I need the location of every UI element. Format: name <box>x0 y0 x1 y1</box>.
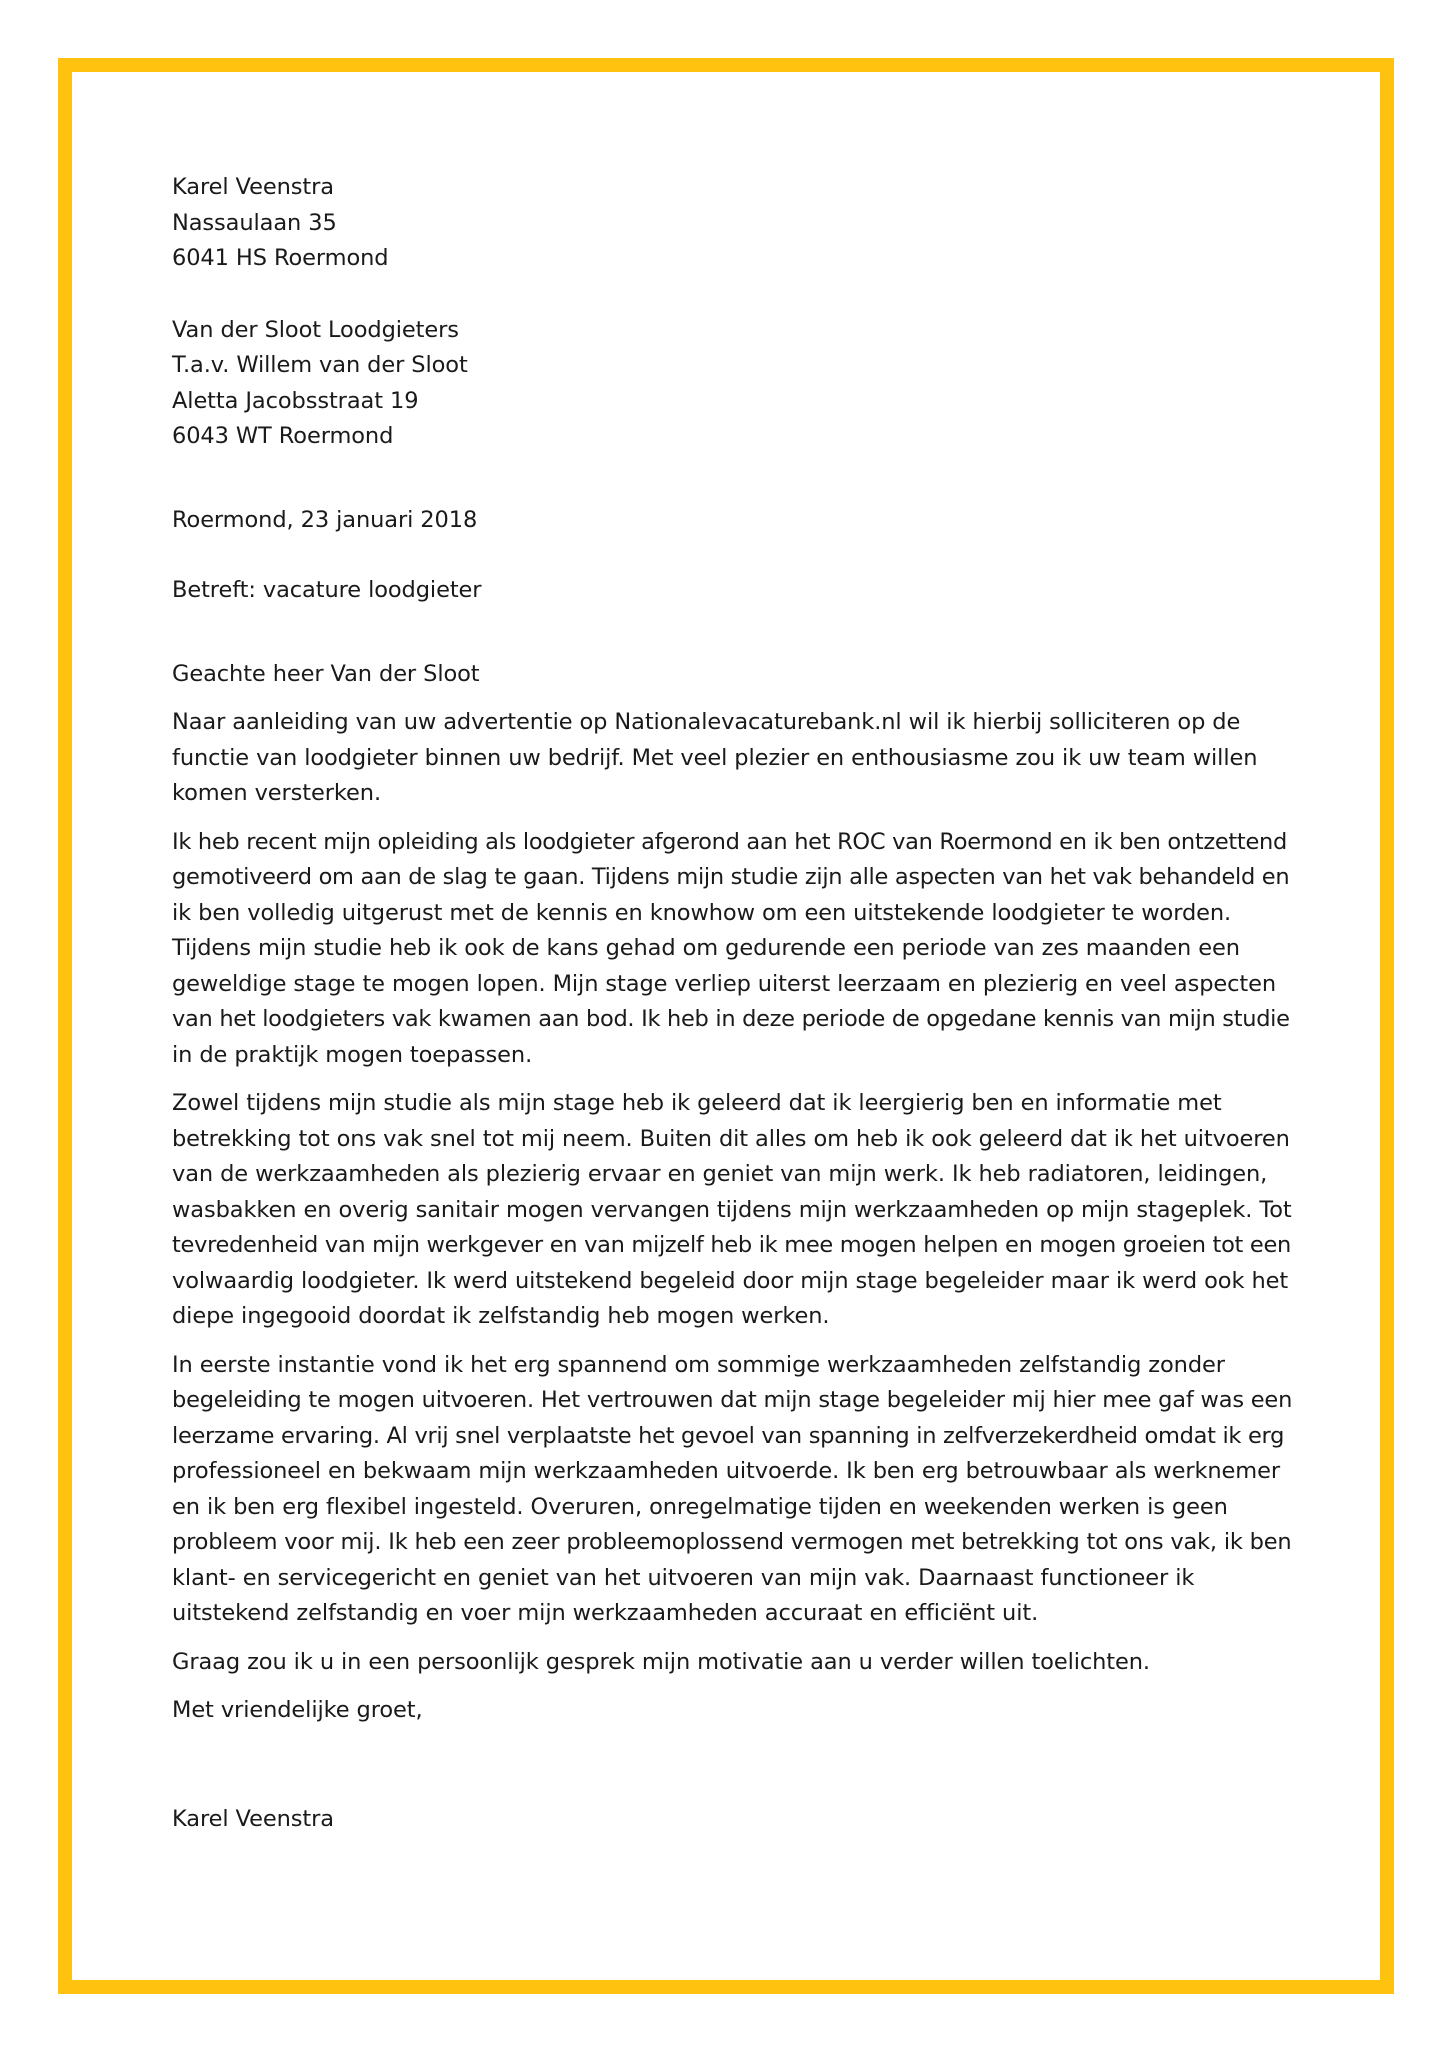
body-paragraph-5 <box>172 1645 1292 1681</box>
recipient-company: Van der Sloot Loodgieters <box>172 316 459 343</box>
salutation-line: Geachte heer Van der Sloot <box>172 660 480 687</box>
body-line: leerzame ervaring. Al vrij snel verplaatste het gevoel van spanning in zelfverzekerdheid omdat ik erg <box>172 1422 1285 1449</box>
sender-address <box>172 170 1292 277</box>
body-line: Graag zou ik u in een persoonlijk gesprek mijn motivatie aan u verder willen toelichten. <box>172 1648 1150 1675</box>
body-line: en ik ben erg flexibel ingesteld. Overuren, onregelmatige tijden en weekenden werken is geen <box>172 1493 1228 1520</box>
body-line: volwaardig loodgieter. Ik werd uitstekend begeleid door mijn stage begeleider maar ik werd ook het <box>172 1267 1289 1294</box>
signature-name: Karel Veenstra <box>172 1805 334 1832</box>
body-paragraph-2 <box>172 825 1292 1074</box>
recipient-street: Aletta Jacobsstraat 19 <box>172 387 419 414</box>
body-line: betrekking tot ons vak snel tot mij neem. Buiten dit alles om heb ik ook geleerd dat ik het uitvoeren <box>172 1125 1290 1152</box>
body-line: Zowel tijdens mijn studie als mijn stage heb ik geleerd dat ik leergierig ben en informatie met <box>172 1090 1222 1116</box>
letter-subject <box>172 573 1292 609</box>
letter-date <box>172 503 1292 539</box>
body-line: Ik heb recent mijn opleiding als loodgieter afgerond aan het ROC van Roermond en ik ben ontzettend <box>172 828 1287 855</box>
subject-line: Betreft: vacature loodgieter <box>172 577 482 603</box>
body-line: probleem voor mij. Ik heb een zeer probleemoplossend vermogen met betrekking tot ons vak, ik ben <box>172 1529 1292 1555</box>
body-paragraph-1 <box>172 705 1292 812</box>
letter-signature <box>172 1802 1292 1838</box>
body-line: diepe ingegooid doordat ik zelfstandig heb mogen werken. <box>172 1303 830 1329</box>
body-line: ik ben volledig uitgerust met de kennis en knowhow om een uitstekende loodgieter te worden. <box>172 899 1232 926</box>
recipient-address <box>172 313 1292 455</box>
recipient-city: 6043 WT Roermond <box>172 423 394 449</box>
body-line: geweldige stage te mogen lopen. Mijn stage verliep uiterst leerzaam en plezierig en veel aspecten <box>172 970 1277 997</box>
body-line: In eerste instantie vond ik het erg spannend om sommige werkzaamheden zelfstandig zonder <box>172 1351 1225 1378</box>
sender-name: Karel Veenstra <box>172 174 334 200</box>
date-line: Roermond, 23 januari 2018 <box>172 506 478 533</box>
body-paragraph-3 <box>172 1086 1292 1335</box>
body-line: gemotiveerd om aan de slag te gaan. Tijdens mijn studie zijn alle aspecten van het vak behandeld en <box>172 864 1290 890</box>
body-line: komen versterken. <box>172 780 381 806</box>
body-line: klant- en servicegericht en geniet van het uitvoeren van mijn vak. Daarnaast functioneer ik <box>172 1564 1195 1591</box>
body-line: uitstekend zelfstandig en voer mijn werkzaamheden accuraat en efficiënt uit. <box>172 1600 1039 1626</box>
body-line: Naar aanleiding van uw advertentie op Nationalevacaturebank.nl wil ik hierbij solliciteren op de <box>172 709 1241 735</box>
body-paragraph-4 <box>172 1348 1292 1632</box>
body-line: functie van loodgieter binnen uw bedrijf. Met veel plezier en enthousiasme zou ik uw team willen <box>172 744 1258 771</box>
closing-line: Met vriendelijke groet, <box>172 1697 423 1723</box>
sender-city: 6041 HS Roermond <box>172 245 389 271</box>
body-line: tevredenheid van mijn werkgever en van mijzelf heb ik mee mogen helpen en mogen groeien tot een <box>172 1232 1291 1258</box>
recipient-attention: T.a.v. Willem van der Sloot <box>172 352 468 378</box>
sender-street: Nassaulaan 35 <box>172 209 337 236</box>
cover-letter <box>172 170 1292 1837</box>
body-line: professioneel en bekwaam mijn werkzaamheden uitvoerde. Ik ben erg betrouwbaar als werknemer <box>172 1458 1281 1484</box>
body-line: wasbakken en overig sanitair mogen vervangen tijdens mijn werkzaamheden op mijn stageplek. Tot <box>172 1196 1292 1223</box>
body-line: in de praktijk mogen toepassen. <box>172 1041 533 1068</box>
body-line: van de werkzaamheden als plezierig ervaar en geniet van mijn werk. Ik heb radiatoren, leidingen, <box>172 1161 1268 1187</box>
body-line: begeleiding te mogen uitvoeren. Het vertrouwen dat mijn stage begeleider mij hier mee gaf was een <box>172 1387 1293 1413</box>
letter-closing <box>172 1693 1292 1729</box>
letter-salutation <box>172 657 1292 693</box>
body-line: van het loodgieters vak kwamen aan bod. Ik heb in deze periode de opgedane kennis van mijn studie <box>172 1006 1290 1032</box>
body-line: Tijdens mijn studie heb ik ook de kans gehad om gedurende een periode van zes maanden een <box>172 935 1240 961</box>
